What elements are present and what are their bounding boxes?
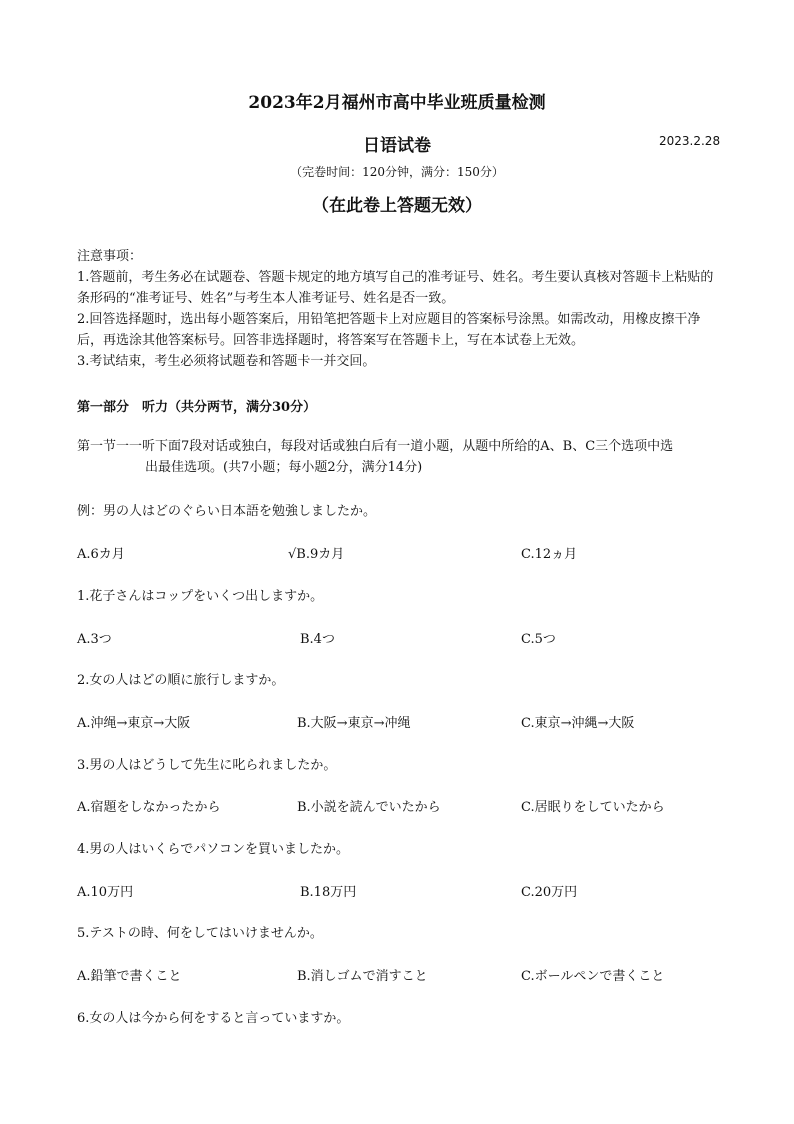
- q4-option-c: C.20万円: [521, 885, 578, 900]
- q1-option-a: A.3つ: [77, 632, 112, 647]
- q5-option-a: A.鉛筆で書くこと: [77, 969, 182, 984]
- q3-option-b: B.小説を読んでいたから: [297, 800, 441, 815]
- q3-option-c: C.居眠りをしていたから: [521, 800, 665, 815]
- exam-warning: （在此卷上答题无效）: [312, 196, 482, 216]
- notes-block: [77, 246, 722, 372]
- q5-option-b: B.消しゴムで消すこと: [297, 969, 428, 984]
- question-5: 5.テストの時、何をしてはいけませんか。: [77, 926, 323, 941]
- example-option-a: A.6カ月: [77, 547, 125, 562]
- section1-instructions: [77, 436, 722, 478]
- exam-subject: 日语试卷: [363, 136, 431, 156]
- question-2: 2.女の人はどの順に旅行しますか。: [77, 673, 285, 688]
- question-6: 6.女の人は今から何をすると言っていますか。: [77, 1011, 350, 1026]
- q4-option-a: A.10万円: [77, 885, 134, 900]
- notes-heading: 注意事项：: [77, 249, 143, 264]
- exam-duration: （完卷时间：120分钟，满分：150分）: [290, 165, 504, 179]
- section1-line2: 出最佳选项。(共7小题；每小题2分，满分14分): [145, 460, 423, 475]
- q2-option-b: B.大阪→東京→冲绳: [297, 716, 411, 731]
- q3-option-a: A.宿題をしなかったから: [77, 800, 221, 815]
- question-3: 3.男の人はどうして先生に叱られましたか。: [77, 758, 337, 773]
- question-4: 4.男の人はいくらでパソコンを買いましたか。: [77, 842, 350, 857]
- note-item-2: 2.回答选择题时，选出每小题答案后，用铅笔把答题卡上对应题目的答案标号涂黑。如需改动，用橡皮擦干净后，再选涂其他答案标号。回答非选择题时，将答案写在答题卡上，写在本试卷上无效。: [77, 312, 701, 348]
- question-1: 1.花子さんはコップをいくつ出しますか。: [77, 589, 324, 604]
- q5-option-c: C.ボールペンで書くこと: [521, 969, 665, 984]
- note-item-3: 3.考试结束，考生必须将试题卷和答题卡一并交回。: [77, 354, 376, 369]
- q2-option-a: A.沖绳→東京→大阪: [77, 716, 191, 731]
- q2-option-c: C.東京→沖縄→大阪: [521, 716, 635, 731]
- q1-option-c: C.5つ: [521, 632, 556, 647]
- example-option-c: C.12ヵ月: [521, 547, 578, 562]
- q1-option-b: B.4つ: [300, 632, 335, 647]
- exam-title: 2023年2月福州市高中毕业班质量检测: [248, 93, 546, 113]
- exam-date: 2023.2.28: [659, 134, 721, 148]
- example-option-b: √B.9カ月: [288, 547, 345, 562]
- note-item-1: 1.答题前，考生务必在试题卷、答题卡规定的地方填写自己的准考证号、姓名。考生要认真核对答题卡上粘贴的条形码的“准考证号、姓名”与考生本人准考证号、姓名是否一致。: [77, 270, 714, 306]
- example-question: 例：男の人はどのぐらい日本語を勉強しましたか。: [77, 504, 377, 519]
- part1-heading: 第一部分 听力（共分两节，满分30分）: [77, 400, 317, 415]
- section1-line1: 第一节一一听下面7段对话或独白，每段对话或独白后有一道小题，从题中所给的A、B、C三个选项中选: [77, 439, 674, 454]
- q4-option-b: B.18万円: [300, 885, 357, 900]
